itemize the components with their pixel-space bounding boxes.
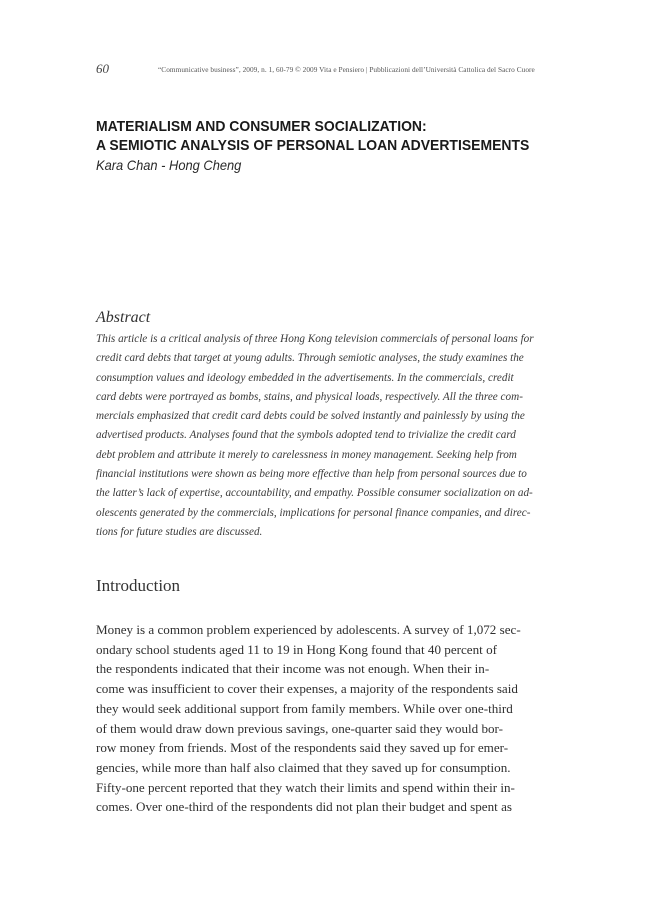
introduction-body <box>96 620 576 817</box>
introduction-line: gencies, while more than half also claimed that they saved up for consumption. <box>96 759 511 775</box>
abstract-line: mercials emphasized that credit card debts could be solved instantly and painlessly by using the <box>96 410 525 423</box>
introduction-line: row money from friends. Most of the respondents said they saved up for emer- <box>96 740 509 756</box>
abstract-body <box>96 330 576 542</box>
introduction-line: come was insufficient to cover their expenses, a majority of the respondents said <box>96 681 518 697</box>
abstract-line: the latter’s lack of expertise, accountability, and empathy. Possible consumer socialization on ad- <box>96 487 533 500</box>
title-line: A SEMIOTIC ANALYSIS OF PERSONAL LOAN ADVERTISEMENTS <box>96 137 530 154</box>
introduction-line: of them would draw down previous savings, one-quarter said they would bor- <box>96 720 504 736</box>
introduction-heading: Introduction <box>96 576 181 595</box>
title-line: MATERIALISM AND CONSUMER SOCIALIZATION: <box>96 118 427 135</box>
introduction-line: Fifty-one percent reported that they watch their limits and spend within their in- <box>96 779 515 795</box>
abstract-line: olescents generated by the commercials, implications for personal finance companies, and direc- <box>96 506 531 519</box>
abstract-line: This article is a critical analysis of three Hong Kong television commercials of personal loans for <box>96 333 534 345</box>
introduction-line: Money is a common problem experienced by adolescents. A survey of 1,072 sec- <box>96 622 521 637</box>
abstract-heading: Abstract <box>96 309 151 326</box>
abstract-line: advertised products. Analyses found that the symbols adopted tend to trivialize the credit card <box>96 429 516 442</box>
abstract-line: financial institutions were shown as being more effective than help from personal sources due to <box>96 468 527 481</box>
abstract-line: consumption values and ideology embedded in the advertisements. In the commercials, credit <box>96 371 514 384</box>
running-header: “Communicative business”, 2009, n. 1, 60-79 © 2009 Vita e Pensiero | Pubblicazioni dell’Università Cattolica del Sacro Cuore <box>158 65 535 74</box>
abstract-line: credit card debts that target at young adults. Through semiotic analyses, the study examines the <box>96 352 524 365</box>
article-title <box>96 117 542 155</box>
introduction-line: the respondents indicated that their income was not enough. When their in- <box>96 661 490 677</box>
abstract-line: card debts were portrayed as bombs, stains, and physical loads, respectively. All the three com- <box>96 390 523 403</box>
abstract-line: tions for future studies are discussed. <box>96 525 263 538</box>
introduction-line: they would seek additional support from family members. While over one-third <box>96 700 513 716</box>
introduction-line: ondary school students aged 11 to 19 in Hong Kong found that 40 percent of <box>96 641 497 657</box>
introduction-line: comes. Over one-third of the respondents did not plan their budget and spent as <box>96 799 512 815</box>
page-number: 60 <box>96 61 109 76</box>
authors: Kara Chan - Hong Cheng <box>96 157 242 173</box>
abstract-line: debt problem and attribute it merely to carelessness in money management. Seeking help from <box>96 448 517 461</box>
